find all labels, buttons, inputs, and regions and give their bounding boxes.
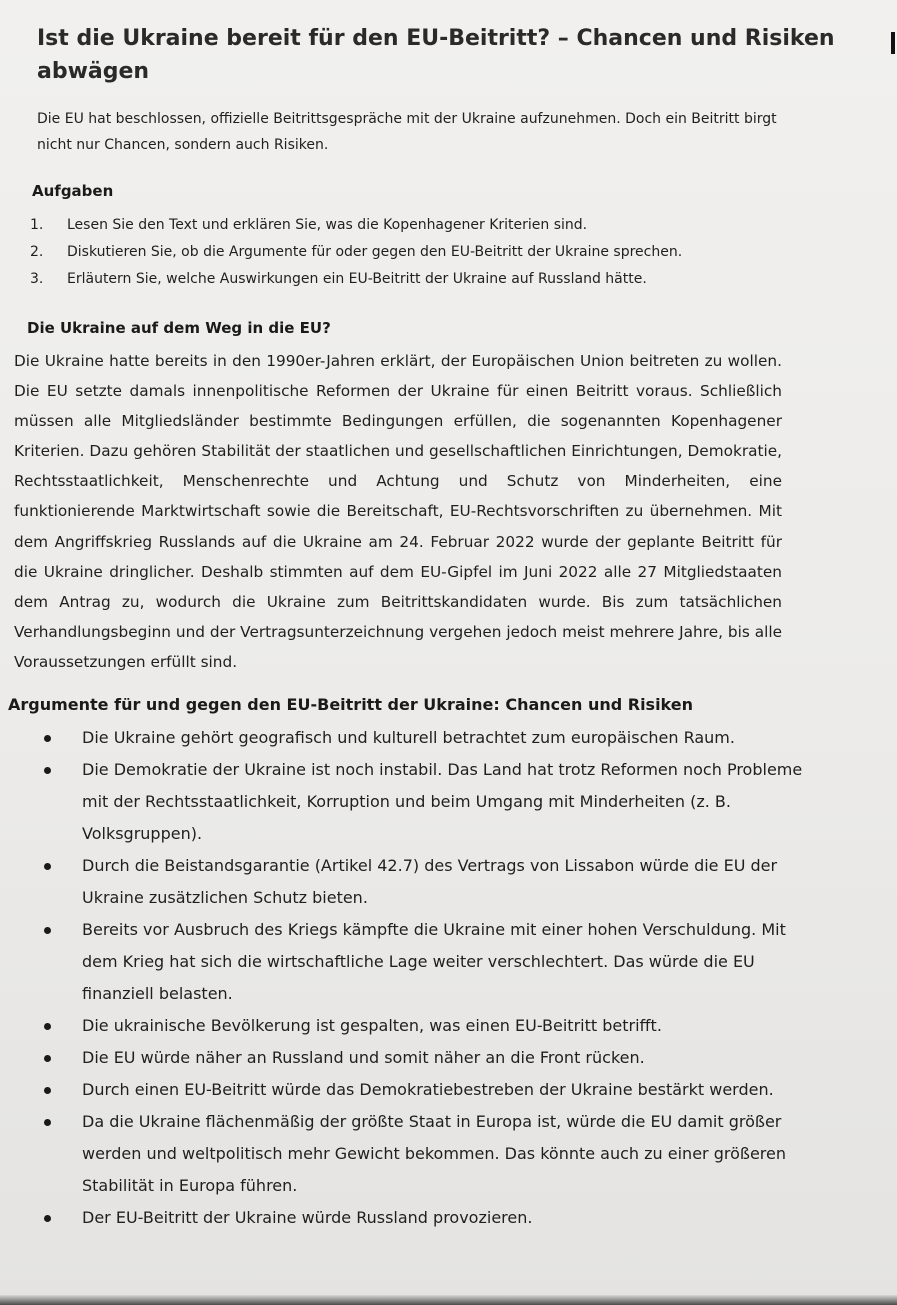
task-text: Diskutieren Sie, ob die Argumente für oder gegen den EU-Beitritt der Ukraine sprechen. — [67, 244, 683, 260]
argument-text: Die ukrainische Bevölkerung ist gespalten, was einen EU-Beitritt betrifft. — [82, 1016, 662, 1035]
task-item — [30, 239, 790, 266]
argument-item — [26, 914, 816, 1010]
bullet-icon — [44, 927, 51, 934]
task-text: Erläutern Sie, welche Auswirkungen ein EU-Beitritt der Ukraine auf Russland hätte. — [67, 271, 647, 287]
task-item — [30, 266, 790, 293]
argument-text: Durch die Beistandsgarantie (Artikel 42.7) des Vertrags von Lissabon würde die EU der Ukraine zusätzlichen Schutz bieten. — [82, 856, 778, 907]
bullet-icon — [44, 767, 51, 774]
bullet-icon — [44, 1087, 51, 1094]
argument-item — [26, 722, 816, 754]
argument-text: Da die Ukraine flächenmäßig der größte Staat in Europa ist, würde die EU damit größer werden und weltpolitisch mehr Gewicht bekommen. Das könnte auch zu einer größeren Stabilität in Europa führen. — [82, 1112, 787, 1195]
argument-item — [26, 1106, 816, 1202]
argument-item — [26, 754, 816, 850]
argument-text: Bereits vor Ausbruch des Kriegs kämpfte die Ukraine mit einer hohen Verschuldung. Mit dem Krieg hat sich die wirtschaftliche Lage weiter verschlechtert. Das würde die EU finanziell belasten. — [82, 920, 786, 1003]
edge-mark — [891, 32, 895, 54]
argument-item — [26, 1042, 816, 1074]
bullet-icon — [44, 735, 51, 742]
task-number: 1. — [30, 217, 44, 233]
task-number: 3. — [30, 271, 44, 287]
argument-text: Durch einen EU-Beitritt würde das Demokratiebestreben der Ukraine bestärkt werden. — [82, 1080, 774, 1099]
bullet-icon — [44, 1119, 51, 1126]
argument-text: Die Ukraine gehört geografisch und kulturell betrachtet zum europäischen Raum. — [82, 728, 735, 747]
task-list — [30, 212, 790, 293]
section1-heading: Die Ukraine auf dem Weg in die EU? — [27, 319, 331, 337]
argument-item — [26, 1202, 816, 1234]
bullet-icon — [44, 863, 51, 870]
page-bottom-edge — [0, 1295, 897, 1305]
argument-text: Die Demokratie der Ukraine ist noch instabil. Das Land hat trotz Reformen noch Probleme mit der Rechtsstaatlichkeit, Korruption und beim Umgang mit Minderheiten (z. B. Volksgruppen). — [82, 760, 803, 843]
section1-body: Die Ukraine hatte bereits in den 1990er-Jahren erklärt, der Europäischen Union beitreten zu wollen. Die EU setzte damals innenpolitische Reformen der Ukraine für einen Beitritt voraus. Schließlich müssen alle Mitgliedsländer bestimmte Bedingungen erfüllen, die sogenannten Kopenhagener Kriterien. Dazu gehören Stabilität der staatlichen und gesellschaftlichen Einrichtungen, Demokratie, Rechtsstaatlichkeit, Menschenrechte und Achtung und Schutz von Minderheiten, eine funktionierende Marktwirtschaft sowie die Bereitschaft, EU-Rechtsvorschriften zu übernehmen. Mit dem Angriffskrieg Russlands auf die Ukraine am 24. Februar 2022 wurde der geplante Beitritt für die Ukraine dringlicher. Deshalb stimmten auf dem EU-Gipfel im Juni 2022 alle 27 Mitgliedstaaten dem Antrag zu, wodurch die Ukraine zum Beitrittskandidaten wurde. Bis zum tatsächlichen Verhandlungsbeginn und der Vertragsunterzeichnung vergehen jedoch meist mehrere Jahre, bis alle Voraussetzungen erfüllt sind. — [14, 352, 782, 671]
argument-item — [26, 850, 816, 914]
bullet-icon — [44, 1215, 51, 1222]
page-title: Ist die Ukraine bereit für den EU-Beitritt? – Chancen und Risiken abwägen — [37, 26, 835, 84]
intro-paragraph: Die EU hat beschlossen, offizielle Beitrittsgespräche mit der Ukraine aufzunehmen. Doch ein Beitritt birgt nicht nur Chancen, sondern auch Risiken. — [37, 111, 777, 153]
argument-text: Die EU würde näher an Russland und somit näher an die Front rücken. — [82, 1048, 645, 1067]
argument-list — [26, 722, 816, 1234]
argument-text: Der EU-Beitritt der Ukraine würde Russland provozieren. — [82, 1208, 533, 1227]
tasks-heading: Aufgaben — [32, 182, 114, 200]
task-number: 2. — [30, 244, 44, 260]
task-item — [30, 212, 790, 239]
bullet-icon — [44, 1055, 51, 1062]
argument-item — [26, 1074, 816, 1106]
bullet-icon — [44, 1023, 51, 1030]
section2-heading: Argumente für und gegen den EU-Beitritt der Ukraine: Chancen und Risiken — [8, 695, 694, 714]
argument-item — [26, 1010, 816, 1042]
task-text: Lesen Sie den Text und erklären Sie, was die Kopenhagener Kriterien sind. — [67, 217, 588, 233]
